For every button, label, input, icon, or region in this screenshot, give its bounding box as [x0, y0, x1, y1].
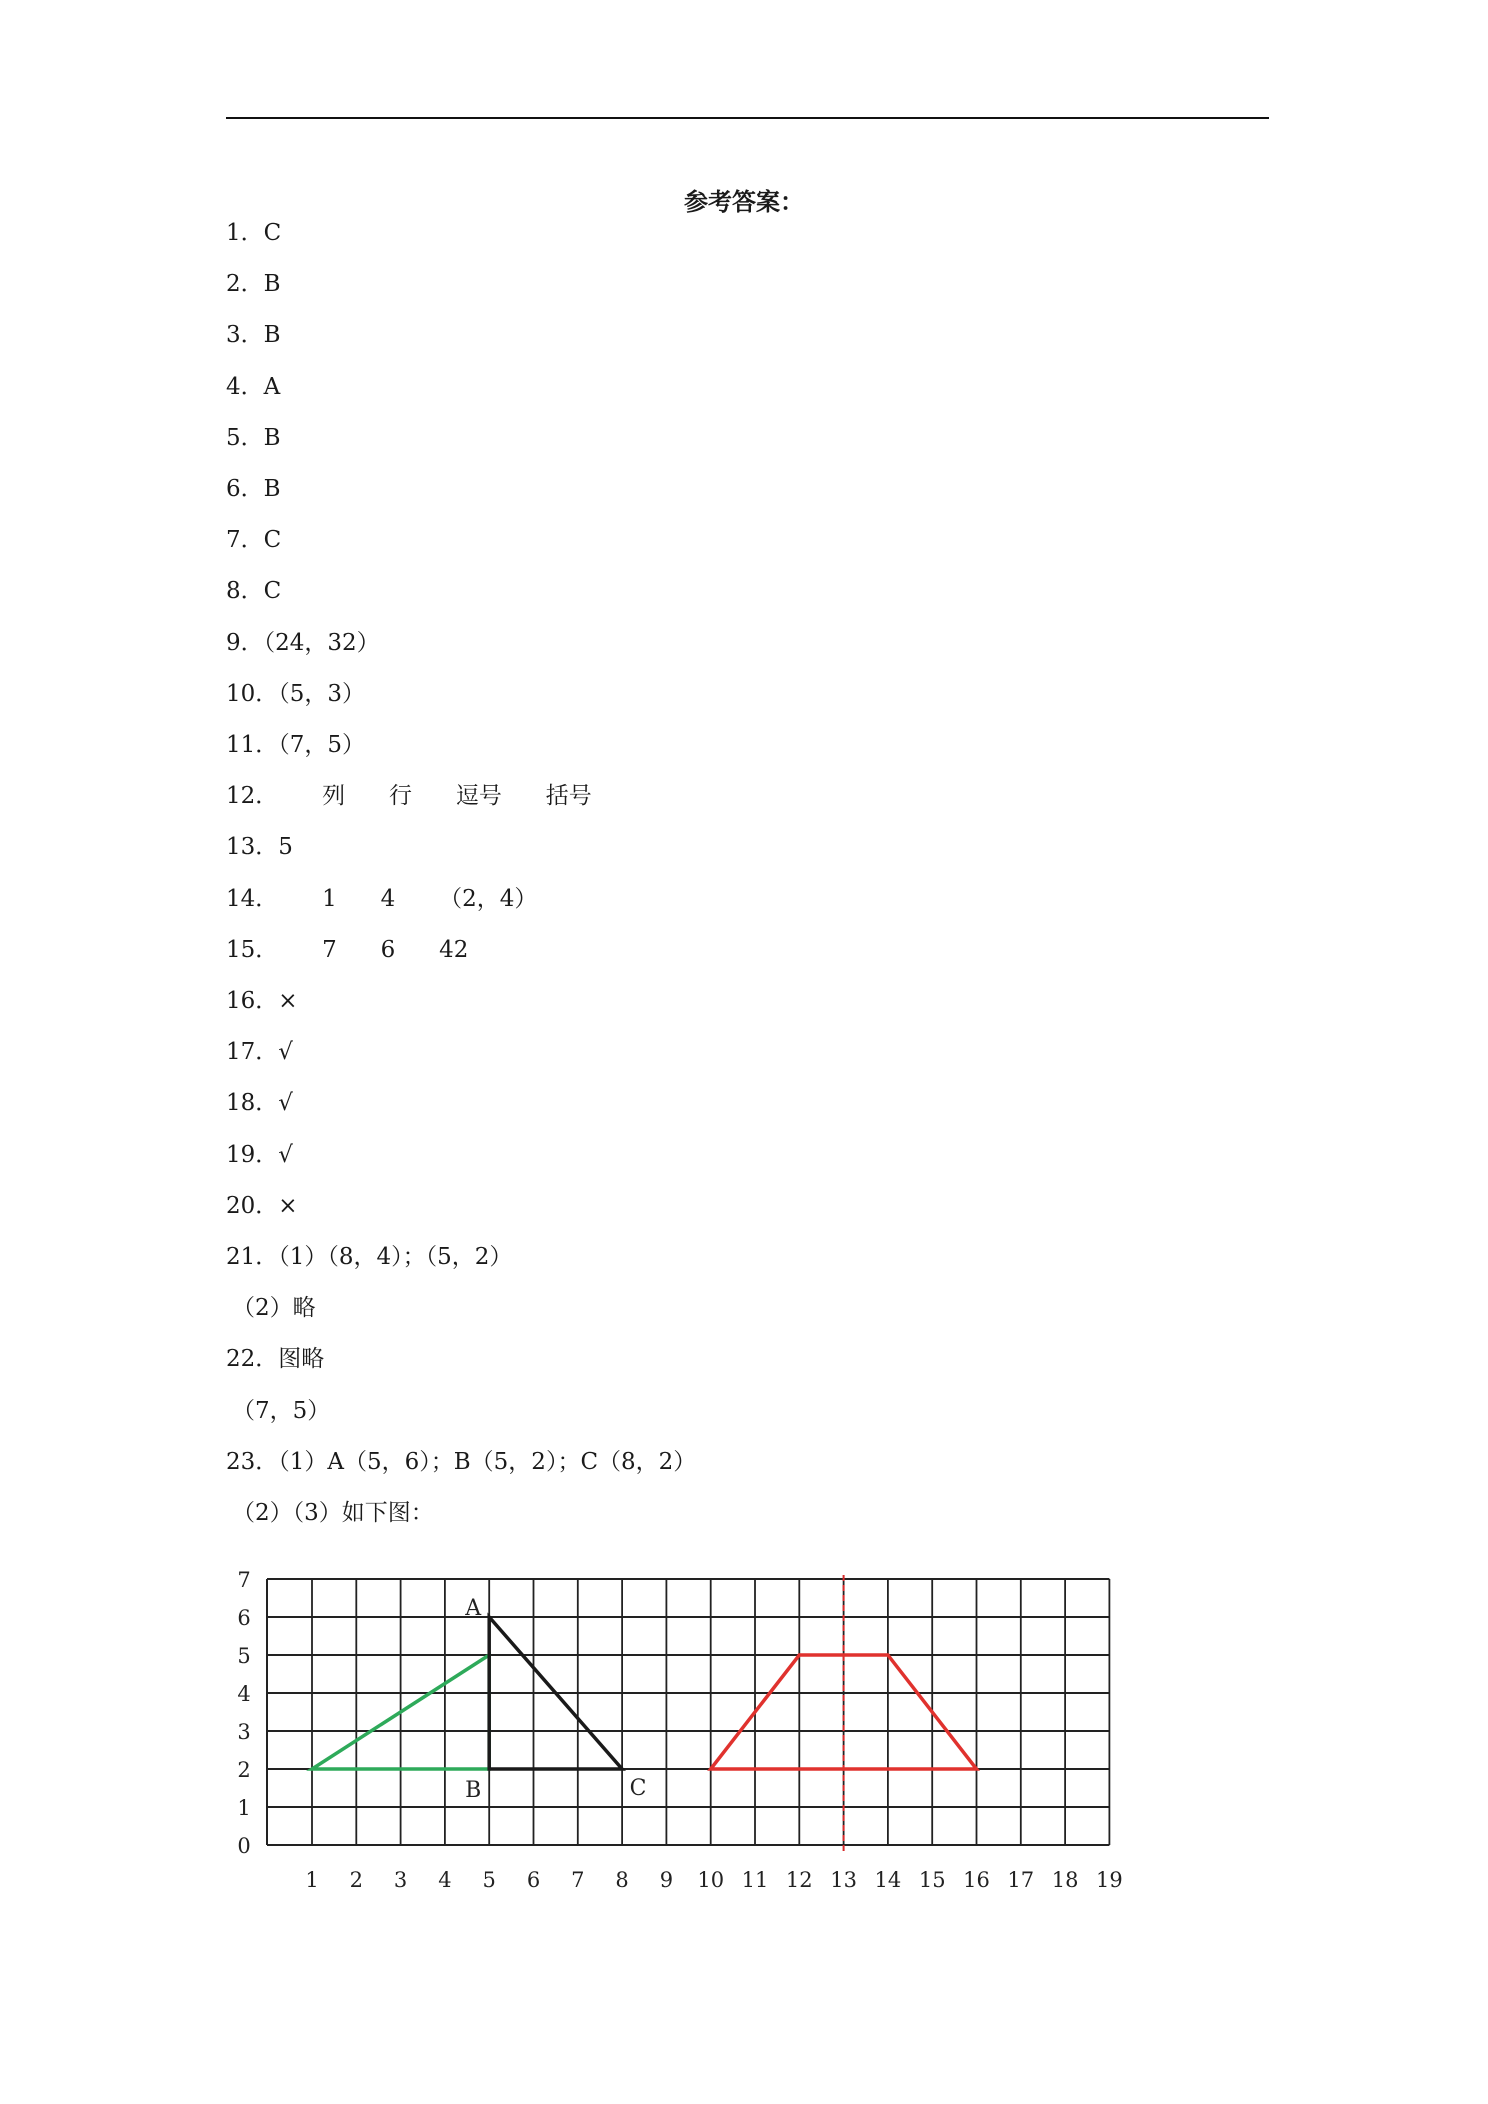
point-label-a: A: [465, 1596, 482, 1621]
answer-line: 15． 7 6 42: [226, 937, 469, 963]
y-tick-label: 1: [237, 1796, 251, 1820]
answer-line: 6．B: [226, 476, 281, 502]
x-tick-label: 6: [526, 1868, 541, 1892]
x-tick-label: 5: [482, 1868, 496, 1892]
y-tick-label: 3: [237, 1720, 251, 1744]
answer-line: （2）略: [232, 1295, 316, 1321]
answer-line: 17．√: [226, 1039, 293, 1065]
answer-line: 2．B: [226, 271, 281, 297]
x-tick-label: 4: [438, 1868, 452, 1892]
answer-line: 11．（7，5）: [226, 732, 366, 758]
answer-line: 1．C: [226, 220, 282, 246]
y-tick-label: 4: [237, 1682, 251, 1706]
y-tick-label: 0: [237, 1834, 251, 1858]
x-tick-label: 18: [1051, 1868, 1079, 1892]
y-tick-label: 5: [237, 1644, 251, 1668]
x-tick-label: 15: [918, 1868, 946, 1892]
x-tick-label: 7: [571, 1868, 585, 1892]
y-tick-label: 2: [237, 1758, 251, 1782]
answer-line: 10．（5，3）: [226, 681, 366, 707]
answer-line: 12． 列 行 逗号 括号: [226, 783, 592, 809]
answer-line: （7，5）: [232, 1398, 331, 1424]
x-tick-label: 3: [393, 1868, 408, 1892]
x-tick-label: 2: [349, 1868, 363, 1892]
y-tick-label: 6: [237, 1606, 251, 1630]
answer-line: 20．×: [226, 1193, 298, 1219]
answer-line: 7．C: [226, 527, 282, 553]
x-tick-label: 8: [615, 1868, 629, 1892]
y-tick-label: 7: [237, 1568, 251, 1592]
header-rule: [226, 117, 1269, 119]
answer-line: 18．√: [226, 1090, 293, 1116]
point-label-b: B: [465, 1778, 482, 1803]
x-tick-label: 9: [659, 1868, 674, 1892]
point-label-c: C: [629, 1776, 647, 1801]
answer-line: 16．×: [226, 988, 298, 1014]
coordinate-grid-figure: [232, 1560, 1132, 1900]
answer-line: 5．B: [226, 425, 281, 451]
answer-line: （2）（3）如下图：: [232, 1500, 434, 1526]
page-title: 参考答案：: [684, 187, 804, 216]
answer-line: 22．图略: [226, 1346, 325, 1372]
answer-line: 21．（1）（8，4）；（5，2）: [226, 1244, 513, 1270]
answer-line: 4．A: [226, 374, 281, 400]
x-tick-label: 13: [830, 1868, 857, 1892]
answer-line: 14． 1 4 （2，4）: [226, 886, 538, 912]
answer-line: 9．（24，32）: [226, 630, 380, 656]
x-tick-label: 19: [1096, 1868, 1123, 1892]
x-tick-label: 1: [305, 1868, 319, 1892]
answer-line: 3．B: [226, 322, 281, 348]
x-tick-label: 17: [1007, 1868, 1035, 1892]
x-tick-label: 10: [697, 1868, 725, 1892]
answer-line: 23．（1）A（5，6）；B（5，2）；C（8，2）: [226, 1449, 697, 1475]
answer-line: 8．C: [226, 578, 282, 604]
answer-line: 19．√: [226, 1142, 293, 1168]
x-tick-label: 11: [741, 1868, 769, 1892]
x-tick-label: 16: [963, 1868, 990, 1892]
x-tick-label: 12: [785, 1868, 813, 1892]
x-tick-label: 14: [874, 1868, 902, 1892]
answer-line: 13．5: [226, 834, 293, 860]
